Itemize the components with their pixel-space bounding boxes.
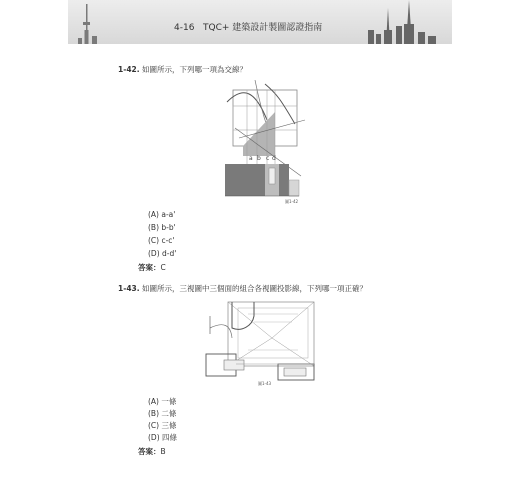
option-c: (C) c-c' (148, 236, 175, 245)
answer-label: 答案： (138, 263, 161, 272)
answer-label: 答案： (138, 447, 161, 456)
question-1-43 (118, 283, 367, 294)
page-number: 4-16 (174, 23, 195, 33)
option-c: (C) 三條 (148, 421, 177, 430)
figure-caption-1-43: 圖1-43 (258, 381, 272, 386)
option-a: (A) a-a' (148, 210, 176, 219)
answer-value: C (160, 263, 166, 272)
page-header (68, 0, 452, 44)
answer-1-43 (138, 446, 166, 457)
question-text: 如圖所示，三視圖中三個面的組合各視圖投影線，下列哪一項正確？ (142, 284, 368, 293)
option-b: (B) 二條 (148, 409, 177, 418)
chapter-title: TQC+ 建築設計製圖認證指南 (203, 23, 323, 33)
figure-1-43 (202, 298, 322, 388)
option-d: (D) 四條 (148, 433, 178, 442)
figure-label-a: a (249, 155, 253, 162)
question-number: 1-42. (118, 65, 140, 74)
skyline-illustration (68, 0, 452, 44)
figure-label-b: b (257, 155, 261, 162)
figure-label-d: d (272, 155, 276, 162)
option-a: (A) 一條 (148, 397, 177, 406)
question-1-42 (118, 64, 247, 75)
answer-value: B (160, 447, 166, 456)
figure-1-42 (225, 80, 315, 206)
figure-caption-1-42: 圖1-42 (285, 199, 299, 204)
answer-1-42 (138, 262, 166, 273)
option-b: (B) b-b' (148, 223, 176, 232)
figure-label-c: c (266, 155, 270, 162)
question-text: 如圖所示，下列哪一項為交線？ (142, 65, 248, 74)
question-number: 1-43. (118, 284, 140, 293)
option-d: (D) d-d' (148, 249, 177, 258)
